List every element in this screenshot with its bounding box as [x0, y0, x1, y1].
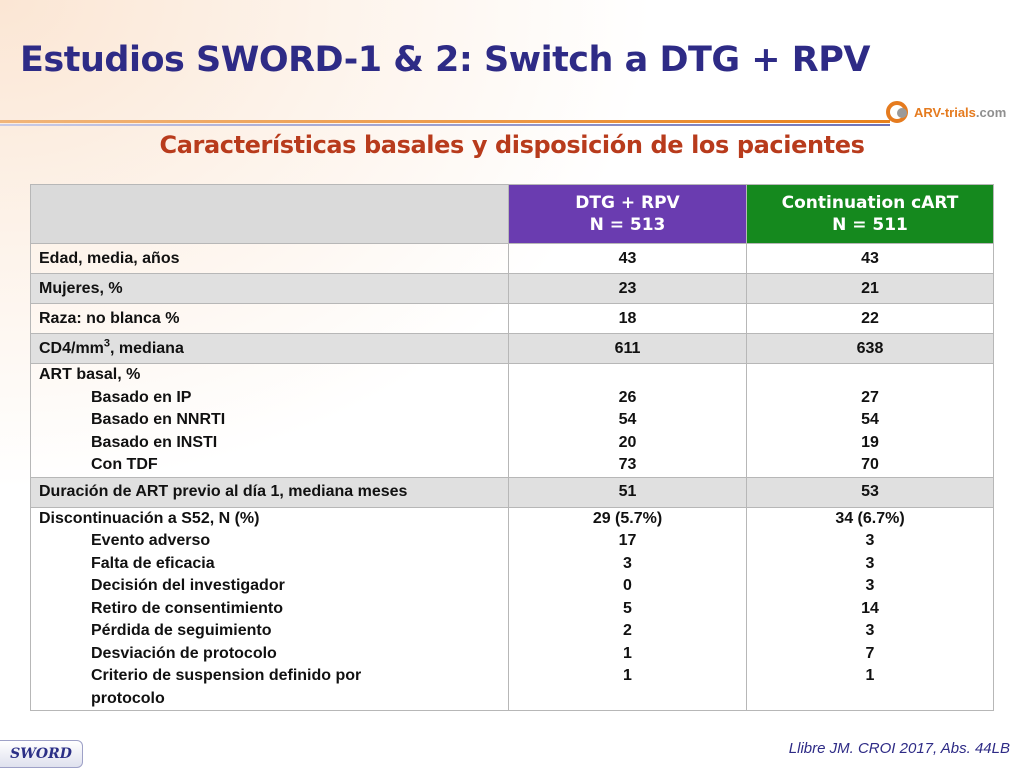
value-dtg-rpv: 3: [623, 554, 632, 572]
sub-label: Evento adverso: [91, 532, 211, 549]
sub-label: Desviación de protocolo: [91, 644, 277, 662]
value-dtg-rpv: 5: [623, 599, 632, 617]
value-cart: 19: [861, 433, 879, 451]
value-dtg-rpv: 43: [509, 244, 747, 274]
sub-label: Criterio de suspension definido por: [91, 667, 362, 684]
value-cart: 14: [861, 599, 879, 617]
value-dtg-rpv-total: 29 (5.7%): [592, 509, 663, 527]
cd4-label-superscript: 3: [103, 337, 111, 350]
sub-label: Decisión del investigador: [91, 577, 285, 594]
value-dtg-rpv: 26: [618, 388, 637, 406]
value-dtg-rpv: 23: [509, 274, 747, 304]
table-row-duracion: [31, 477, 994, 507]
values-dtg-rpv: [509, 364, 747, 478]
sub-label: Basado en IP: [91, 388, 192, 406]
header-dtg-rpv-title: DTG + RPV: [575, 193, 680, 213]
sword-footer-badge: SWORD: [0, 740, 83, 768]
value-cart: 54: [861, 411, 879, 428]
header-cart-n: N = 511: [832, 215, 908, 235]
sub-label: Falta de eficacia: [91, 554, 215, 572]
value-cart: 43: [747, 244, 994, 274]
header-cart-title: Continuation cART: [781, 193, 959, 213]
value-cart: 27: [861, 388, 879, 406]
row-label: Mujeres, %: [31, 274, 509, 304]
value-cart: 21: [747, 274, 994, 304]
cd4-label-suffix: , mediana: [110, 339, 184, 357]
slide-subtitle: Características basales y disposición de los pacientes: [159, 131, 865, 159]
sub-label-continuation: protocolo: [91, 689, 165, 707]
title-divider-orange: [0, 120, 890, 123]
cd4-label: CD4/mm: [39, 339, 104, 357]
value-cart: 1: [865, 667, 875, 684]
value-dtg-rpv: 1: [623, 667, 632, 684]
sub-label: Pérdida de seguimiento: [91, 622, 272, 639]
citation: Llibre JM. CROI 2017, Abs. 44LB: [788, 740, 1010, 757]
row-label-group: [31, 364, 509, 478]
arv-logo-icon: [886, 99, 912, 125]
logo-text: [914, 105, 1006, 120]
table-row-edad: [31, 244, 994, 274]
value-dtg-rpv: 51: [509, 477, 747, 507]
value-dtg-rpv: 0: [623, 577, 632, 594]
logo-text-part2: trials: [944, 104, 976, 120]
arv-trials-logo: [886, 98, 1016, 126]
sub-label: Con TDF: [91, 456, 158, 473]
value-dtg-rpv: 2: [623, 622, 632, 639]
baseline-characteristics-table: [30, 184, 994, 711]
value-cart: 3: [865, 622, 875, 639]
sub-label: Basado en INSTI: [91, 433, 218, 451]
header-dtg-rpv: [509, 185, 747, 244]
row-label: Duración de ART previo al día 1, mediana meses: [31, 477, 509, 507]
value-cart: 22: [747, 304, 994, 334]
values-cart: [747, 507, 994, 711]
row-label: Edad, media, años: [31, 244, 509, 274]
slide-title: Estudios SWORD-1 & 2: Switch a DTG + RPV: [20, 40, 870, 80]
value-cart: 3: [865, 577, 875, 594]
values-cart: [747, 364, 994, 478]
value-cart: 3: [865, 532, 875, 549]
value-cart: 70: [861, 456, 879, 473]
row-label: [31, 334, 509, 364]
value-dtg-rpv: 54: [618, 411, 637, 428]
value-dtg-rpv: 73: [618, 456, 637, 473]
row-label: Raza: no blanca %: [31, 304, 509, 334]
value-cart: 7: [865, 644, 875, 662]
value-dtg-rpv: 18: [509, 304, 747, 334]
row-label-group: [31, 507, 509, 711]
value-cart: 53: [747, 477, 994, 507]
group-label: ART basal, %: [39, 366, 141, 383]
header-blank-cell: [31, 185, 509, 244]
value-cart-total: 34 (6.7%): [835, 509, 905, 527]
table-row-mujeres: [31, 274, 994, 304]
table-row-discontinuacion: [31, 507, 994, 711]
title-divider-blue: [0, 124, 890, 126]
value-dtg-rpv: 1: [623, 644, 632, 662]
value-dtg-rpv: 20: [618, 433, 637, 451]
table-row-art-basal: [31, 364, 994, 478]
header-dtg-rpv-n: N = 513: [589, 215, 666, 235]
table-header-row: [31, 185, 994, 244]
table-row-cd4: [31, 334, 994, 364]
value-cart: 3: [865, 554, 875, 572]
logo-text-part1: ARV-: [914, 104, 945, 120]
sub-label: Basado en NNRTI: [91, 411, 226, 428]
logo-text-part3: .com: [975, 104, 1007, 120]
sub-label: Retiro de consentimiento: [91, 599, 284, 617]
header-continuation-cart: [747, 185, 994, 244]
value-cart: 638: [747, 334, 994, 364]
table-row-raza: [31, 304, 994, 334]
group-label: Discontinuación a S52, N (%): [39, 509, 260, 527]
value-dtg-rpv: 611: [509, 334, 747, 364]
values-dtg-rpv: [509, 507, 747, 711]
value-dtg-rpv: 17: [618, 532, 637, 549]
